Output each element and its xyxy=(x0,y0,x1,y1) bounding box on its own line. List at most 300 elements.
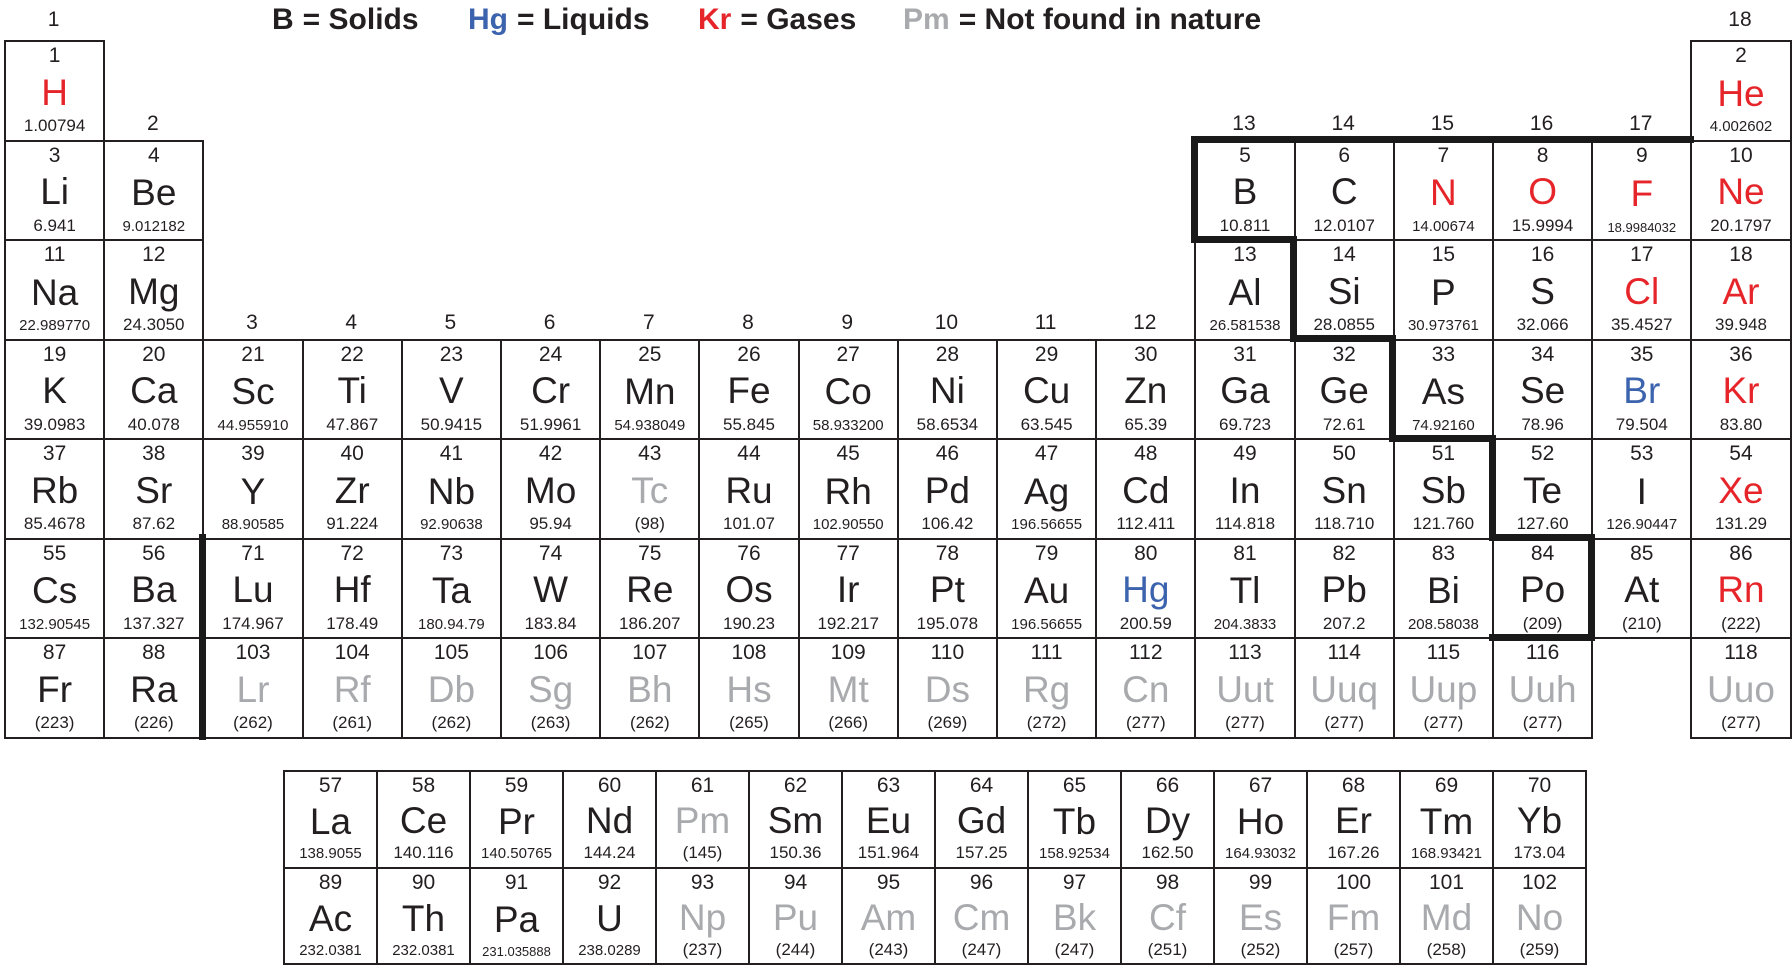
staircase-segment xyxy=(1489,634,1595,641)
atomic-number: 33 xyxy=(1431,342,1456,366)
element-cell-Be xyxy=(103,140,204,242)
atomic-mass: 22.989770 xyxy=(19,317,91,335)
element-cell-Cl xyxy=(1591,239,1692,341)
element-symbol: As xyxy=(1421,371,1465,413)
element-symbol: Lr xyxy=(236,668,270,710)
element-cell-Ag xyxy=(996,438,1097,540)
element-symbol: Ca xyxy=(130,370,178,412)
element-symbol: Po xyxy=(1519,569,1566,611)
element-symbol: Zn xyxy=(1124,370,1168,412)
atomic-mass: 9.012182 xyxy=(122,217,186,235)
staircase-segment xyxy=(1389,435,1495,442)
element-cell-Fe xyxy=(698,339,799,441)
element-symbol: Ac xyxy=(308,897,353,939)
element-cell-Db xyxy=(401,637,502,739)
element-symbol: Cn xyxy=(1122,668,1170,710)
element-symbol: Np xyxy=(678,896,727,938)
atomic-number: 64 xyxy=(969,774,994,797)
atomic-mass: 173.04 xyxy=(1513,843,1566,863)
atomic-mass: 158.92534 xyxy=(1039,845,1110,863)
element-symbol: Cd xyxy=(1122,469,1170,511)
atomic-number: 72 xyxy=(340,541,364,565)
staircase-segment xyxy=(1290,335,1396,342)
atomic-number: 61 xyxy=(690,774,715,797)
element-cell-Tm xyxy=(1399,770,1494,869)
group-label-18: 18 xyxy=(1728,8,1752,31)
element-cell-Cn xyxy=(1095,637,1196,739)
element-cell-P xyxy=(1393,239,1494,341)
atomic-number: 24 xyxy=(538,342,563,366)
atomic-mass: 150.36 xyxy=(769,843,822,863)
element-symbol: Au xyxy=(1023,570,1070,612)
element-cell-Hf xyxy=(302,538,403,640)
group-label-17: 17 xyxy=(1629,112,1653,135)
element-cell-C xyxy=(1294,140,1395,242)
element-symbol: Rn xyxy=(1717,569,1765,611)
element-cell-Br xyxy=(1591,339,1692,441)
atomic-mass: 106.42 xyxy=(921,514,974,534)
atomic-mass: 190.23 xyxy=(722,613,775,633)
element-symbol: C xyxy=(1330,171,1358,213)
atomic-mass: (261) xyxy=(332,713,373,733)
legend-symbol: Hg xyxy=(468,3,508,36)
atomic-mass: 238.0289 xyxy=(578,941,641,959)
atomic-mass: 168.93421 xyxy=(1411,845,1482,863)
element-symbol: At xyxy=(1624,569,1660,611)
atomic-mass: 204.3833 xyxy=(1213,615,1277,633)
element-cell-Pr xyxy=(469,770,564,869)
atomic-mass: 87.62 xyxy=(132,514,176,534)
atomic-mass: 195.078 xyxy=(916,613,979,633)
atomic-number: 1 xyxy=(48,44,61,67)
element-symbol: Zr xyxy=(334,469,370,511)
atomic-number: 22 xyxy=(340,342,364,366)
element-cell-Np xyxy=(655,867,750,966)
element-cell-Cr xyxy=(500,339,601,441)
element-symbol: Sb xyxy=(1420,469,1467,511)
element-cell-Dy xyxy=(1120,770,1215,869)
atomic-number: 49 xyxy=(1233,442,1257,465)
atomic-mass: 26.581538 xyxy=(1209,317,1281,335)
element-cell-Ir xyxy=(798,538,899,640)
atomic-number: 37 xyxy=(42,442,67,465)
element-symbol: Ag xyxy=(1023,470,1070,512)
atomic-mass: (145) xyxy=(682,843,723,863)
atomic-mass: 24.3050 xyxy=(123,315,185,335)
element-symbol: Li xyxy=(40,171,69,213)
legend-text: = Solids xyxy=(302,3,419,36)
atomic-mass: 83.80 xyxy=(1719,414,1763,434)
atomic-number: 68 xyxy=(1341,774,1366,797)
element-cell-Co xyxy=(798,339,899,441)
atomic-number: 92 xyxy=(597,870,622,894)
atomic-number: 100 xyxy=(1335,870,1372,894)
element-cell-Ac xyxy=(283,867,378,966)
atomic-mass: (277) xyxy=(1721,713,1761,733)
atomic-number: 50 xyxy=(1332,442,1356,465)
element-symbol: Sc xyxy=(231,371,275,413)
staircase-segment xyxy=(1588,534,1595,641)
atomic-mass: 167.26 xyxy=(1327,843,1380,863)
atomic-number: 41 xyxy=(439,442,464,465)
element-cell-Re xyxy=(599,538,700,640)
element-cell-Tb xyxy=(1027,770,1122,869)
atomic-mass: 208.58038 xyxy=(1407,615,1479,633)
atomic-number: 6 xyxy=(1338,143,1351,167)
atomic-mass: 178.49 xyxy=(326,613,379,633)
atomic-mass: 51.9961 xyxy=(519,414,582,434)
group-label-15: 15 xyxy=(1430,112,1455,135)
atomic-mass: 10.811 xyxy=(1219,215,1271,235)
atomic-mass: 4.002602 xyxy=(1709,118,1773,136)
atomic-number: 62 xyxy=(783,774,808,797)
atomic-mass: 15.9994 xyxy=(1511,215,1574,235)
element-cell-Xe xyxy=(1690,438,1791,540)
element-symbol: Tb xyxy=(1052,801,1097,843)
element-cell-Gd xyxy=(934,770,1029,869)
atomic-number: 53 xyxy=(1630,442,1654,465)
atomic-mass: 50.9415 xyxy=(420,414,483,434)
atomic-mass: 200.59 xyxy=(1119,613,1172,633)
atomic-number: 84 xyxy=(1530,541,1555,565)
element-symbol: Ni xyxy=(929,370,965,412)
atomic-number: 13 xyxy=(1233,243,1257,266)
atomic-mass: (277) xyxy=(1324,713,1365,733)
atomic-mass: 88.90585 xyxy=(221,516,285,534)
atomic-mass: (223) xyxy=(34,713,75,733)
element-cell-Cf xyxy=(1120,867,1215,966)
atomic-mass: 69.723 xyxy=(1218,414,1271,434)
atomic-number: 26 xyxy=(737,342,761,366)
element-symbol: Pb xyxy=(1321,569,1367,611)
element-cell-Ds xyxy=(897,637,998,739)
legend-text: = Gases xyxy=(740,3,857,36)
atomic-mass: (266) xyxy=(828,713,869,733)
element-symbol: Kr xyxy=(1722,370,1760,412)
atomic-mass: 63.545 xyxy=(1020,414,1073,434)
element-cell-Ba xyxy=(103,538,204,640)
element-cell-Cd xyxy=(1095,438,1196,540)
element-cell-W xyxy=(500,538,601,640)
element-cell-Ra xyxy=(103,637,204,739)
element-symbol: Uuq xyxy=(1310,668,1379,710)
staircase-segment xyxy=(1389,335,1396,442)
element-cell-Zn xyxy=(1095,339,1196,441)
element-cell-Li xyxy=(4,140,105,242)
atomic-mass: 39.948 xyxy=(1714,315,1767,335)
atomic-mass: 6.941 xyxy=(33,215,76,235)
element-symbol: Tm xyxy=(1419,801,1474,843)
element-symbol: Te xyxy=(1523,469,1563,511)
atomic-mass: 85.4678 xyxy=(23,514,86,534)
atomic-mass: 40.078 xyxy=(127,414,180,434)
element-symbol: Fm xyxy=(1326,896,1381,938)
element-cell-Sn xyxy=(1294,438,1395,540)
atomic-number: 9 xyxy=(1635,143,1648,167)
atomic-mass: 79.504 xyxy=(1615,414,1668,434)
atomic-number: 104 xyxy=(334,641,370,664)
element-symbol: La xyxy=(309,801,352,843)
element-symbol: Rb xyxy=(30,469,79,511)
atomic-mass: 44.955910 xyxy=(217,416,289,434)
element-cell-In xyxy=(1194,438,1295,540)
atomic-number: 25 xyxy=(638,342,662,366)
atomic-mass: 30.973761 xyxy=(1407,317,1479,335)
atomic-mass: 58.933200 xyxy=(812,416,884,434)
element-symbol: Cl xyxy=(1624,270,1660,312)
atomic-mass: (257) xyxy=(1333,939,1374,959)
element-symbol: Eu xyxy=(865,800,912,842)
atomic-number: 88 xyxy=(142,641,166,664)
atomic-mass: 91.224 xyxy=(326,514,379,534)
element-cell-Uuq xyxy=(1294,637,1395,739)
atomic-mass: (263) xyxy=(530,713,571,733)
element-cell-La xyxy=(283,770,378,869)
atomic-number: 15 xyxy=(1431,243,1456,266)
element-cell-Pt xyxy=(897,538,998,640)
atomic-mass: 232.0381 xyxy=(299,941,362,959)
element-cell-Am xyxy=(841,867,936,966)
element-symbol: Nd xyxy=(585,800,634,842)
element-symbol: Sn xyxy=(1321,469,1367,511)
atomic-number: 106 xyxy=(533,641,569,664)
atomic-number: 74 xyxy=(538,541,563,565)
atomic-mass: 127.60 xyxy=(1516,514,1569,534)
legend-text: = Liquids xyxy=(517,3,650,36)
element-symbol: Yb xyxy=(1516,800,1563,842)
element-symbol: W xyxy=(533,569,569,611)
atomic-number: 65 xyxy=(1062,774,1087,797)
atomic-number: 77 xyxy=(836,541,860,565)
element-symbol: Bk xyxy=(1052,896,1097,938)
atomic-number: 90 xyxy=(411,870,436,894)
atomic-mass: (247) xyxy=(1054,939,1095,959)
element-cell-Pd xyxy=(897,438,998,540)
element-cell-Sc xyxy=(202,339,303,441)
element-cell-Si xyxy=(1294,239,1395,341)
element-cell-Au xyxy=(996,538,1097,640)
atomic-number: 54 xyxy=(1729,442,1753,465)
atomic-mass: 121.760 xyxy=(1412,514,1475,534)
element-cell-Bi xyxy=(1393,538,1494,640)
element-symbol: Al xyxy=(1228,271,1262,313)
element-cell-Yb xyxy=(1492,770,1587,869)
group-label-14: 14 xyxy=(1331,112,1355,135)
atomic-mass: 183.84 xyxy=(524,613,577,633)
atomic-number: 34 xyxy=(1530,342,1555,366)
atomic-mass: 78.96 xyxy=(1521,414,1564,434)
element-symbol: Er xyxy=(1335,800,1372,842)
atomic-mass: (222) xyxy=(1721,613,1761,633)
element-symbol: Ti xyxy=(337,370,367,412)
element-cell-Fr xyxy=(4,637,105,739)
element-symbol: Sr xyxy=(135,469,173,511)
atomic-mass: (237) xyxy=(682,939,723,959)
element-symbol: Fe xyxy=(727,370,771,412)
atomic-mass: 14.00674 xyxy=(1412,217,1475,235)
atomic-number: 78 xyxy=(935,541,960,565)
atomic-number: 101 xyxy=(1428,870,1465,894)
atomic-number: 8 xyxy=(1536,143,1549,167)
atomic-number: 3 xyxy=(48,143,61,167)
element-symbol: Cu xyxy=(1022,370,1071,412)
element-cell-K xyxy=(4,339,105,441)
atomic-mass: (269) xyxy=(927,713,968,733)
group-label-10: 10 xyxy=(934,311,959,334)
atomic-number: 43 xyxy=(638,442,662,465)
atomic-number: 12 xyxy=(142,243,166,266)
element-cell-Pm xyxy=(655,770,750,869)
element-cell-Cu xyxy=(996,339,1097,441)
atomic-number: 71 xyxy=(241,541,265,565)
atomic-number: 96 xyxy=(969,870,994,894)
atomic-number: 108 xyxy=(731,641,767,664)
element-cell-Pu xyxy=(748,867,843,966)
staircase-segment xyxy=(1191,136,1198,243)
atomic-mass: (210) xyxy=(1621,613,1662,633)
atomic-number: 94 xyxy=(783,870,808,894)
atomic-mass: 157.25 xyxy=(955,843,1008,863)
legend-item-solid xyxy=(272,3,419,37)
element-symbol: Hg xyxy=(1122,569,1170,611)
atomic-number: 42 xyxy=(538,442,563,465)
element-cell-Bh xyxy=(599,637,700,739)
element-symbol: Br xyxy=(1623,370,1661,412)
atomic-number: 115 xyxy=(1426,641,1461,664)
element-cell-At xyxy=(1591,538,1692,640)
staircase-segment xyxy=(199,534,206,740)
atomic-number: 75 xyxy=(638,541,662,565)
element-cell-Pa xyxy=(469,867,564,966)
atomic-mass: (226) xyxy=(133,713,174,733)
atomic-mass: (265) xyxy=(729,713,769,733)
atomic-mass: 12.0107 xyxy=(1313,215,1375,235)
element-symbol: Pt xyxy=(929,569,965,611)
atomic-number: 55 xyxy=(42,541,67,565)
element-symbol: Cs xyxy=(31,570,78,612)
atomic-number: 67 xyxy=(1248,774,1273,797)
element-cell-Al xyxy=(1194,239,1295,341)
atomic-mass: 92.90638 xyxy=(420,516,483,534)
atomic-mass: 118.710 xyxy=(1314,514,1375,534)
element-symbol: Am xyxy=(860,896,917,938)
element-cell-Y xyxy=(202,438,303,540)
atomic-number: 82 xyxy=(1332,541,1356,565)
atomic-mass: 144.24 xyxy=(583,843,636,863)
element-cell-Se xyxy=(1492,339,1593,441)
element-cell-Uut xyxy=(1194,637,1295,739)
atomic-number: 99 xyxy=(1248,870,1273,894)
element-symbol: Dy xyxy=(1144,800,1191,842)
atomic-mass: 140.50765 xyxy=(481,845,552,863)
atomic-mass: 192.217 xyxy=(817,613,879,633)
atomic-mass: 95.94 xyxy=(529,514,572,534)
atomic-number: 39 xyxy=(241,442,265,465)
element-symbol: Os xyxy=(725,569,773,611)
atomic-number: 91 xyxy=(504,870,529,894)
atomic-mass: 20.1797 xyxy=(1710,215,1772,235)
legend-text: = Not found in nature xyxy=(958,3,1262,36)
element-symbol: B xyxy=(1232,171,1258,213)
element-cell-Tc xyxy=(599,438,700,540)
atomic-number: 19 xyxy=(42,342,67,366)
atomic-number: 66 xyxy=(1155,774,1180,797)
atomic-number: 114 xyxy=(1327,641,1361,664)
legend-symbol: B xyxy=(272,3,294,36)
atomic-number: 21 xyxy=(241,342,265,366)
atomic-mass: (247) xyxy=(961,939,1002,959)
element-cell-Tl xyxy=(1194,538,1295,640)
atomic-mass: 186.207 xyxy=(619,613,681,633)
atomic-mass: 207.2 xyxy=(1322,613,1366,633)
atomic-mass: 54.938049 xyxy=(614,416,686,434)
element-symbol: U xyxy=(596,897,623,939)
atomic-number: 23 xyxy=(439,342,464,366)
atomic-number: 60 xyxy=(597,774,622,797)
atomic-mass: (243) xyxy=(868,939,909,959)
element-symbol: Ce xyxy=(399,800,448,842)
atomic-number: 116 xyxy=(1525,641,1560,664)
atomic-mass: (252) xyxy=(1240,939,1281,959)
element-symbol: V xyxy=(439,370,464,412)
atomic-number: 110 xyxy=(930,641,965,664)
atomic-mass: 162.50 xyxy=(1141,843,1194,863)
element-symbol: Mo xyxy=(524,469,577,511)
element-symbol: Tl xyxy=(1229,570,1261,612)
element-symbol: Tc xyxy=(631,469,669,511)
group-label-9: 9 xyxy=(841,311,854,334)
element-symbol: Mt xyxy=(827,668,869,710)
atomic-number: 38 xyxy=(142,442,166,465)
element-symbol: Xe xyxy=(1718,469,1764,511)
element-symbol: Re xyxy=(626,569,674,611)
element-cell-Ge xyxy=(1294,339,1395,441)
element-symbol: Lu xyxy=(232,569,274,611)
atomic-number: 17 xyxy=(1630,243,1654,266)
atomic-mass: 151.964 xyxy=(857,843,920,863)
element-symbol: Pm xyxy=(674,800,731,842)
atomic-number: 118 xyxy=(1724,641,1758,664)
element-cell-Hg xyxy=(1095,538,1196,640)
legend-symbol: Pm xyxy=(903,3,950,36)
atomic-mass: 131.29 xyxy=(1714,514,1767,534)
atomic-mass: 1.00794 xyxy=(23,116,86,136)
atomic-number: 18 xyxy=(1729,243,1753,266)
element-symbol: Se xyxy=(1519,370,1566,412)
element-symbol: Cf xyxy=(1149,896,1186,938)
element-symbol: Pd xyxy=(924,469,971,511)
atomic-number: 7 xyxy=(1437,143,1450,167)
atomic-mass: 72.61 xyxy=(1322,414,1366,434)
atomic-number: 16 xyxy=(1530,243,1555,266)
atomic-mass: (259) xyxy=(1519,939,1560,959)
element-cell-S xyxy=(1492,239,1593,341)
atomic-mass: 39.0983 xyxy=(23,414,86,434)
atomic-mass: 140.116 xyxy=(393,843,454,863)
atomic-mass: (277) xyxy=(1522,713,1563,733)
atomic-number: 2 xyxy=(1735,44,1747,67)
atomic-mass: (209) xyxy=(1522,613,1563,633)
element-cell-Uuh xyxy=(1492,637,1593,739)
element-cell-Kr xyxy=(1690,339,1791,441)
atomic-mass: (262) xyxy=(233,713,273,733)
element-symbol: Rf xyxy=(333,668,371,710)
atomic-mass: 180.94.79 xyxy=(418,615,485,633)
group-label-12: 12 xyxy=(1133,311,1157,334)
atomic-mass: 232.0381 xyxy=(392,941,455,959)
atomic-number: 113 xyxy=(1228,641,1262,664)
atomic-mass: 55.845 xyxy=(722,414,775,434)
